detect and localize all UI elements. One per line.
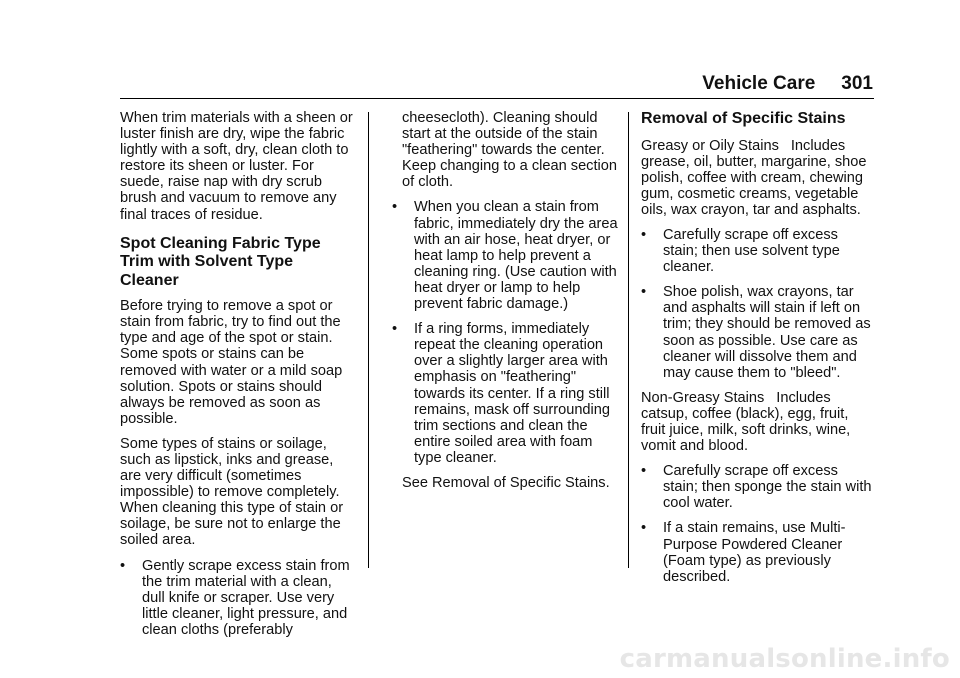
column-1 [120, 110, 356, 647]
cross-reference: See Removal of Specific Stains. [402, 474, 610, 491]
bullet-marker: • [392, 321, 398, 338]
list-item [641, 284, 873, 381]
bullet-marker: • [641, 226, 647, 243]
stain-category-description: Includes grease, oil, butter, margarine, shoe polish, coffee with cream, chewing gum, cosmetic creams, vegetable oils, wax crayon, tar and asphalts. [641, 137, 867, 218]
list-item-text: Gently scrape excess stain from the trim material with a clean, dull knife or scraper. Use very little cleaner, light pressure, and clean cloths (preferably [142, 557, 350, 638]
header-rule [120, 98, 874, 99]
column-2 [392, 110, 620, 500]
section-heading-removal: Removal of Specific Stains [641, 110, 846, 127]
list-item [641, 227, 873, 275]
intro-paragraph: When trim materials with a sheen or luster finish are dry, wipe the fabric lightly with a soft, dry, clean cloth to restore its sheen or luster. For suede, raise nap with dry scrub brush and vacuum to remove any final traces of residue. [120, 110, 353, 223]
paragraph: Some types of stains or soilage, such as lipstick, inks and grease, are very difficult (sometimes impossible) to remove completely. When cleaning this type of stain or soilage, be sure not to enlarge the soiled area. [120, 435, 344, 549]
bullet-marker: • [641, 463, 647, 480]
paragraph [641, 390, 873, 454]
list-item-text: Shoe polish, wax crayons, tar and asphalts will stain if left on trim; they should be removed as soon as possible. Use care as cleaner will dissolve them and may cause them to "bleed". [663, 284, 871, 381]
list-item-text: Carefully scrape off excess stain; then sponge the stain with cool water. [663, 463, 872, 512]
bullet-marker: • [392, 199, 398, 216]
page-number: 301 [841, 73, 873, 94]
bullet-marker: • [120, 557, 126, 574]
stain-category-nongreasy: Non-Greasy Stains [641, 389, 765, 406]
list-item [641, 520, 873, 584]
list-item-text: Carefully scrape off excess stain; then use solvent type cleaner. [663, 226, 840, 276]
bullet-marker: • [641, 284, 647, 301]
page-header [0, 72, 873, 96]
column-divider-2 [628, 112, 629, 568]
list-item [120, 558, 356, 638]
list-item [392, 199, 620, 312]
list-item [641, 463, 873, 511]
column-3 [641, 110, 873, 594]
paragraph [641, 138, 873, 218]
list-item-text: If a stain remains, use Multi-Purpose Powdered Cleaner (Foam type) as previously described. [663, 520, 846, 585]
continuation-paragraph: cheesecloth). Cleaning should start at the outside of the stain "feathering" towards the center. Keep changing to a clean section of cloth. [402, 110, 618, 191]
stain-category-greasy: Greasy or Oily Stains [641, 137, 779, 154]
section-heading-spot-cleaning: Spot Cleaning Fabric Type Trim with Solvent Type Cleaner [120, 234, 321, 289]
paragraph: Before trying to remove a spot or stain from fabric, try to find out the type and age of the spot or stain. Some spots or stains can be removed with water or a mild soap solution. Spots or stains should always be removed as soon as possible. [120, 298, 343, 427]
list-item [392, 321, 620, 466]
list-item-text: If a ring forms, immediately repeat the cleaning operation over a slightly larger area with emphasis on "feathering" towards its center. If a ring still remains, mask off surrounding trim sections and clean the entire soiled area with foam type cleaner. [414, 321, 611, 466]
list-item-text: When you clean a stain from fabric, immediately dry the area with an air hose, heat dryer, or heat lamp to help prevent a cleaning ring. (Use caution with heat dryer or lamp to help prevent fabric damage.) [414, 199, 618, 313]
bullet-marker: • [641, 520, 647, 537]
watermark: carmanualsonline.info [619, 644, 950, 674]
stain-category-description: Includes catsup, coffee (black), egg, fruit, fruit juice, milk, soft drinks, wine, vomit and blood. [641, 389, 851, 455]
column-divider-1 [368, 112, 369, 568]
section-title: Vehicle Care [702, 73, 816, 94]
